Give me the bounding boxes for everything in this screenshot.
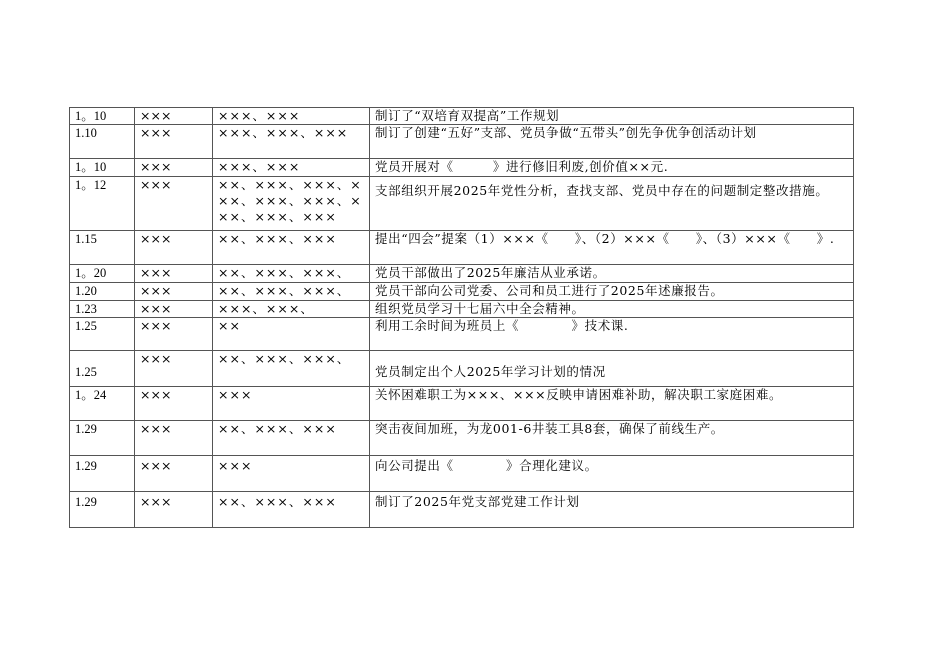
event-cell: 突击夜间加班，为龙001-6井装工具8套，确保了前线生产。	[370, 421, 854, 456]
date-cell: 1。10	[70, 159, 135, 177]
table-row	[70, 351, 854, 387]
participants-cell: ××、×××、×××、	[213, 351, 370, 387]
owner-cell: ×××	[135, 318, 213, 351]
event-cell: 关怀困难职工为×××、×××反映申请困难补助，解决职工家庭困难。	[370, 387, 854, 421]
participants-cell: ×××、×××	[213, 159, 370, 177]
table-row	[70, 421, 854, 456]
participants-cell: ××、×××、×××、×××、×××、×××、×××、×××、×××	[213, 177, 370, 231]
date-cell: 1.23	[70, 301, 135, 318]
event-cell: 向公司提出《 》合理化建议。	[370, 456, 854, 492]
date-cell: 1.29	[70, 456, 135, 492]
table-row	[70, 318, 854, 351]
date-cell: 1。20	[70, 265, 135, 283]
event-cell: 制订了“双培育双提高”工作规划	[370, 108, 854, 125]
event-cell: 支部组织开展2025年党性分析，查找支部、党员中存在的问题制定整改措施。	[370, 177, 854, 231]
participants-cell: ××、×××、×××	[213, 492, 370, 528]
owner-cell: ×××	[135, 265, 213, 283]
participants-cell: ××、×××、×××	[213, 231, 370, 265]
participants-cell: ××	[213, 318, 370, 351]
date-cell: 1。24	[70, 387, 135, 421]
owner-cell: ×××	[135, 159, 213, 177]
owner-cell: ×××	[135, 387, 213, 421]
table-row	[70, 177, 854, 231]
date-cell: 1.15	[70, 231, 135, 265]
table-row	[70, 301, 854, 318]
participants-cell: ××、×××、×××、	[213, 265, 370, 283]
participants-cell: ×××、×××	[213, 108, 370, 125]
event-cell: 利用工余时间为班员上《 》技术课.	[370, 318, 854, 351]
table-row	[70, 159, 854, 177]
date-cell: 1.10	[70, 125, 135, 159]
table-row	[70, 108, 854, 125]
owner-cell: ×××	[135, 492, 213, 528]
participants-cell: ×××	[213, 456, 370, 492]
participants-cell: ×××、×××、	[213, 301, 370, 318]
owner-cell: ×××	[135, 351, 213, 387]
owner-cell: ×××	[135, 301, 213, 318]
table-row	[70, 387, 854, 421]
date-cell: 1.20	[70, 283, 135, 301]
event-cell: 党员开展对《 》进行修旧利废,创价值××元.	[370, 159, 854, 177]
owner-cell: ×××	[135, 283, 213, 301]
participants-cell: ×××、×××、×××	[213, 125, 370, 159]
event-cell: 组织党员学习十七届六中全会精神。	[370, 301, 854, 318]
owner-cell: ×××	[135, 421, 213, 456]
event-cell: 制订了2025年党支部党建工作计划	[370, 492, 854, 528]
owner-cell: ×××	[135, 108, 213, 125]
participants-cell: ××、×××、×××	[213, 421, 370, 456]
date-cell: 1。12	[70, 177, 135, 231]
table-row	[70, 492, 854, 528]
owner-cell: ×××	[135, 125, 213, 159]
owner-cell: ×××	[135, 231, 213, 265]
date-cell: 1.25	[70, 318, 135, 351]
owner-cell: ×××	[135, 177, 213, 231]
table-row	[70, 456, 854, 492]
event-cell: 党员制定出个人2025年学习计划的情况	[370, 351, 854, 387]
participants-cell: ×××	[213, 387, 370, 421]
event-cell: 党员干部向公司党委、公司和员工进行了2025年述廉报告。	[370, 283, 854, 301]
date-cell: 1.29	[70, 421, 135, 456]
event-cell: 党员干部做出了2025年廉洁从业承诺。	[370, 265, 854, 283]
table-row	[70, 125, 854, 159]
owner-cell: ×××	[135, 456, 213, 492]
table-row	[70, 283, 854, 301]
event-cell: 提出“四会”提案（1）×××《 》、（2）×××《 》、（3）×××《 》.	[370, 231, 854, 265]
table-row	[70, 265, 854, 283]
work-log-table	[69, 107, 854, 528]
date-cell: 1.29	[70, 492, 135, 528]
table-row	[70, 231, 854, 265]
participants-cell: ××、×××、×××、	[213, 283, 370, 301]
date-cell: 1.25	[70, 351, 135, 387]
date-cell: 1。10	[70, 108, 135, 125]
event-cell: 制订了创建“五好”支部、党员争做“五带头”创先争优争创活动计划	[370, 125, 854, 159]
